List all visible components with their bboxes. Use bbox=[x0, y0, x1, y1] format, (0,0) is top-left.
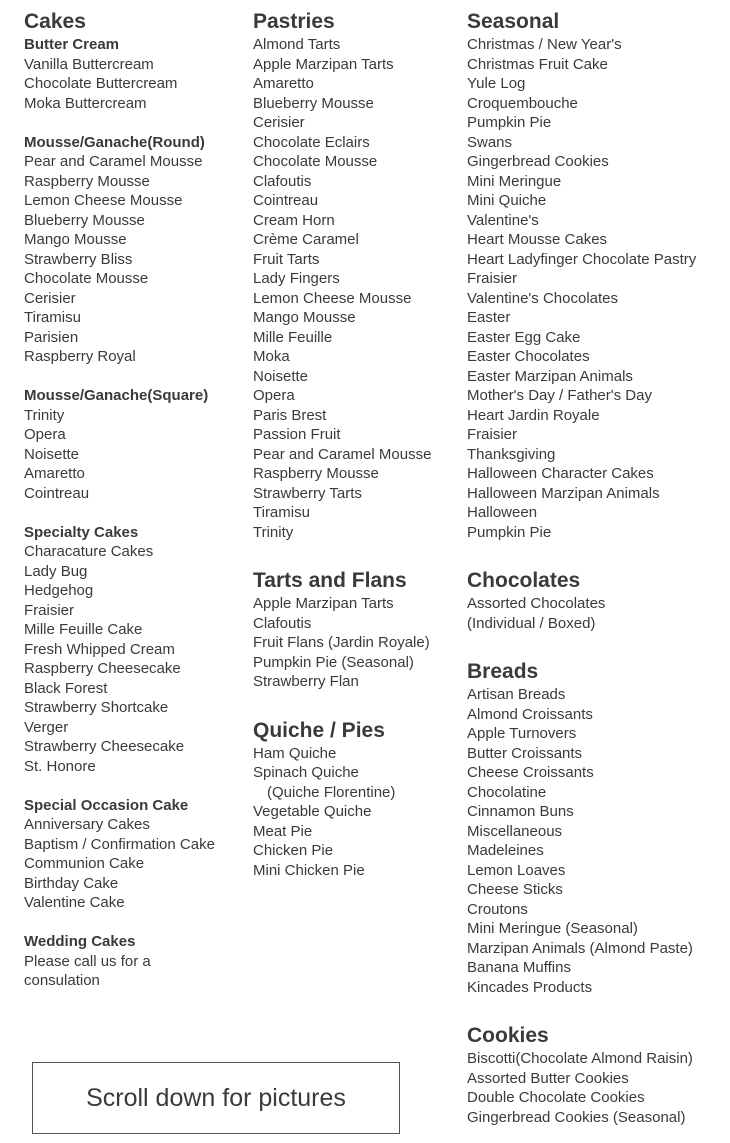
tarts-title: Tarts and Flans bbox=[253, 569, 407, 592]
seasonal-title: Seasonal bbox=[467, 10, 560, 33]
list-item: Raspberry Mousse bbox=[253, 465, 379, 482]
list-item: Black Forest bbox=[24, 679, 108, 697]
list-item: Passion Fruit bbox=[253, 426, 341, 443]
list-item: Amaretto bbox=[24, 465, 85, 482]
list-item: Noisette bbox=[253, 367, 309, 385]
list-item: Cointreau bbox=[24, 484, 90, 502]
list-item: Chocolatine bbox=[467, 783, 547, 801]
list-item: Strawberry Cheesecake bbox=[24, 738, 185, 755]
list-item: Valentine Cake bbox=[24, 894, 125, 911]
list-item: Crème Caramel bbox=[253, 231, 359, 248]
list-item: Chocolate Eclairs bbox=[253, 133, 370, 151]
list-item: Fraisier bbox=[24, 601, 75, 619]
list-item: Croquembouche bbox=[467, 94, 578, 112]
list-item: Communion Cake bbox=[24, 855, 145, 872]
list-item: Fraisier bbox=[467, 270, 518, 287]
list-item: Opera bbox=[24, 426, 66, 443]
list-item: Halloween Character Cakes bbox=[467, 465, 654, 482]
special-occasion-heading: Special Occasion Cake bbox=[24, 796, 189, 814]
list-item: Pumpkin Pie bbox=[467, 114, 552, 131]
list-item: Valentine's bbox=[467, 211, 539, 229]
list-item: Birthday Cake bbox=[24, 874, 119, 892]
list-item: Almond Croissants bbox=[467, 705, 593, 723]
list-item: Cerisier bbox=[253, 114, 305, 131]
list-item: Vegetable Quiche bbox=[253, 803, 372, 820]
list-item: Almond Tarts bbox=[253, 36, 341, 53]
cookies-title: Cookies bbox=[467, 1024, 549, 1047]
list-item: Cointreau bbox=[253, 192, 319, 209]
list-item: Christmas Fruit Cake bbox=[467, 55, 608, 73]
list-item: Lemon Cheese Mousse bbox=[24, 192, 183, 209]
list-item: Swans bbox=[467, 133, 513, 151]
list-item: Cream Horn bbox=[253, 211, 335, 229]
list-item: Pear and Caramel Mousse bbox=[24, 153, 203, 170]
list-item: Trinity bbox=[253, 523, 294, 541]
list-item: Fruit Flans (Jardin Royale) bbox=[253, 634, 430, 651]
list-item: Clafoutis bbox=[253, 614, 312, 632]
list-item: Cheese Croissants bbox=[467, 764, 594, 781]
list-item: Cerisier bbox=[24, 289, 76, 307]
list-item: Clafoutis bbox=[253, 172, 312, 190]
list-item: Mini Chicken Pie bbox=[253, 861, 365, 879]
list-item: Chicken Pie bbox=[253, 842, 334, 859]
specialty-cakes-heading: Specialty Cakes bbox=[24, 523, 139, 541]
list-item: Anniversary Cakes bbox=[24, 816, 150, 833]
list-item: Strawberry Bliss bbox=[24, 250, 133, 268]
list-item: Christmas / New Year's bbox=[467, 36, 622, 53]
list-item: Kincades Products bbox=[467, 978, 593, 996]
list-item: Heart Ladyfinger Chocolate Pastry bbox=[467, 250, 697, 268]
list-item: Noisette bbox=[24, 445, 80, 463]
list-item: Mango Mousse bbox=[24, 231, 127, 248]
list-item: Pumpkin Pie (Seasonal) bbox=[253, 653, 414, 671]
list-item: Fruit Tarts bbox=[253, 250, 320, 268]
list-item: Trinity bbox=[24, 406, 65, 424]
list-item: (Individual / Boxed) bbox=[467, 614, 596, 632]
list-item: Blueberry Mousse bbox=[253, 94, 374, 112]
list-item: Blueberry Mousse bbox=[24, 211, 145, 229]
list-item: Pumpkin Pie bbox=[467, 523, 552, 541]
list-item: Yule Log bbox=[467, 75, 526, 92]
list-item: Cinnamon Buns bbox=[467, 803, 574, 820]
pastries-column bbox=[253, 8, 463, 880]
list-item: Vanilla Buttercream bbox=[24, 55, 154, 73]
list-item: Meat Pie bbox=[253, 822, 313, 840]
list-item: Chocolate Mousse bbox=[24, 270, 149, 287]
list-item: Opera bbox=[253, 387, 295, 404]
list-item: Halloween bbox=[467, 504, 538, 521]
list-item: Verger bbox=[24, 718, 69, 736]
list-item: Lady Bug bbox=[24, 562, 88, 580]
list-item: Paris Brest bbox=[253, 406, 327, 424]
list-item: Valentine's Chocolates bbox=[467, 289, 619, 307]
list-item: Halloween Marzipan Animals bbox=[467, 484, 660, 502]
list-item: Lady Fingers bbox=[253, 270, 340, 287]
pastries-title: Pastries bbox=[253, 10, 335, 33]
list-item: Raspberry Cheesecake bbox=[24, 660, 181, 677]
list-item: (Quiche Florentine) bbox=[267, 783, 396, 801]
list-item: Characature Cakes bbox=[24, 543, 154, 560]
list-item: Biscotti(Chocolate Almond Raisin) bbox=[467, 1050, 693, 1067]
list-item: Pear and Caramel Mousse bbox=[253, 445, 432, 463]
list-item: Chocolate Buttercream bbox=[24, 75, 178, 92]
list-item: Strawberry Flan bbox=[253, 673, 359, 690]
list-item: Mini Meringue (Seasonal) bbox=[467, 920, 638, 937]
butter-cream-heading: Butter Cream bbox=[24, 36, 120, 53]
seasonal-column bbox=[467, 8, 727, 1127]
list-item: Easter bbox=[467, 309, 511, 326]
list-item: Raspberry Mousse bbox=[24, 172, 150, 190]
cakes-title: Cakes bbox=[24, 10, 86, 33]
chocolates-title: Chocolates bbox=[467, 569, 581, 592]
list-item: Baptism / Confirmation Cake bbox=[24, 835, 215, 853]
list-item: Amaretto bbox=[253, 75, 314, 92]
list-item: Double Chocolate Cookies bbox=[467, 1089, 645, 1106]
list-item: Gingerbread Cookies (Seasonal) bbox=[467, 1108, 686, 1126]
list-item: Lemon Loaves bbox=[467, 861, 566, 879]
list-item: Lemon Cheese Mousse bbox=[253, 289, 412, 307]
list-item: Strawberry Tarts bbox=[253, 484, 362, 502]
list-item: Spinach Quiche bbox=[253, 764, 359, 781]
list-item: Butter Croissants bbox=[467, 744, 583, 762]
list-item: Tiramisu bbox=[253, 504, 310, 521]
wedding-cakes-heading: Wedding Cakes bbox=[24, 933, 136, 950]
list-item: Raspberry Royal bbox=[24, 348, 136, 365]
list-item: Assorted Butter Cookies bbox=[467, 1069, 629, 1087]
list-item: Mille Feuille Cake bbox=[24, 621, 143, 638]
scroll-down-button[interactable]: Scroll down for pictures bbox=[32, 1062, 400, 1134]
list-item: Strawberry Shortcake bbox=[24, 699, 169, 716]
list-item: Madeleines bbox=[467, 842, 544, 859]
list-item: Artisan Breads bbox=[467, 686, 566, 703]
list-item: Croutons bbox=[467, 900, 528, 918]
list-item: Apple Marzipan Tarts bbox=[253, 595, 394, 612]
list-item: Banana Muffins bbox=[467, 959, 571, 976]
list-item: Heart Jardin Royale bbox=[467, 406, 600, 424]
list-item: Thanksgiving bbox=[467, 445, 556, 463]
mousse-round-heading: Mousse/Ganache(Round) bbox=[24, 133, 205, 151]
list-item: Mother's Day / Father's Day bbox=[467, 387, 652, 404]
cakes-column bbox=[24, 8, 248, 991]
list-item: Gingerbread Cookies bbox=[467, 153, 609, 170]
list-item: Miscellaneous bbox=[467, 822, 563, 840]
list-item: Easter Marzipan Animals bbox=[467, 367, 633, 385]
mousse-square-heading: Mousse/Ganache(Square) bbox=[24, 387, 209, 404]
list-item: Cheese Sticks bbox=[467, 881, 563, 898]
list-item: Heart Mousse Cakes bbox=[467, 231, 608, 248]
list-item: St. Honore bbox=[24, 757, 96, 775]
list-item: Mango Mousse bbox=[253, 309, 356, 326]
list-item: Marzipan Animals (Almond Paste) bbox=[467, 939, 693, 957]
list-item: consulation bbox=[24, 972, 100, 989]
breads-title: Breads bbox=[467, 660, 539, 683]
list-item: Apple Marzipan Tarts bbox=[253, 55, 394, 73]
list-item: Tiramisu bbox=[24, 309, 81, 326]
list-item: Mini Quiche bbox=[467, 192, 547, 209]
list-item: Easter Egg Cake bbox=[467, 328, 581, 346]
list-item: Moka Buttercream bbox=[24, 94, 147, 112]
list-item: Mille Feuille bbox=[253, 328, 333, 346]
list-item: Ham Quiche bbox=[253, 744, 337, 762]
list-item: Parisien bbox=[24, 328, 79, 346]
list-item: Apple Turnovers bbox=[467, 725, 577, 742]
list-item: Fresh Whipped Cream bbox=[24, 640, 175, 658]
list-item: Moka bbox=[253, 348, 290, 365]
list-item: Chocolate Mousse bbox=[253, 153, 378, 170]
quiche-title: Quiche / Pies bbox=[253, 718, 385, 742]
list-item: Hedgehog bbox=[24, 582, 94, 599]
list-item: Easter Chocolates bbox=[467, 348, 590, 365]
list-item: Assorted Chocolates bbox=[467, 595, 606, 612]
list-item: Please call us for a bbox=[24, 952, 151, 970]
list-item: Fraisier bbox=[467, 426, 518, 443]
list-item: Mini Meringue bbox=[467, 172, 562, 190]
